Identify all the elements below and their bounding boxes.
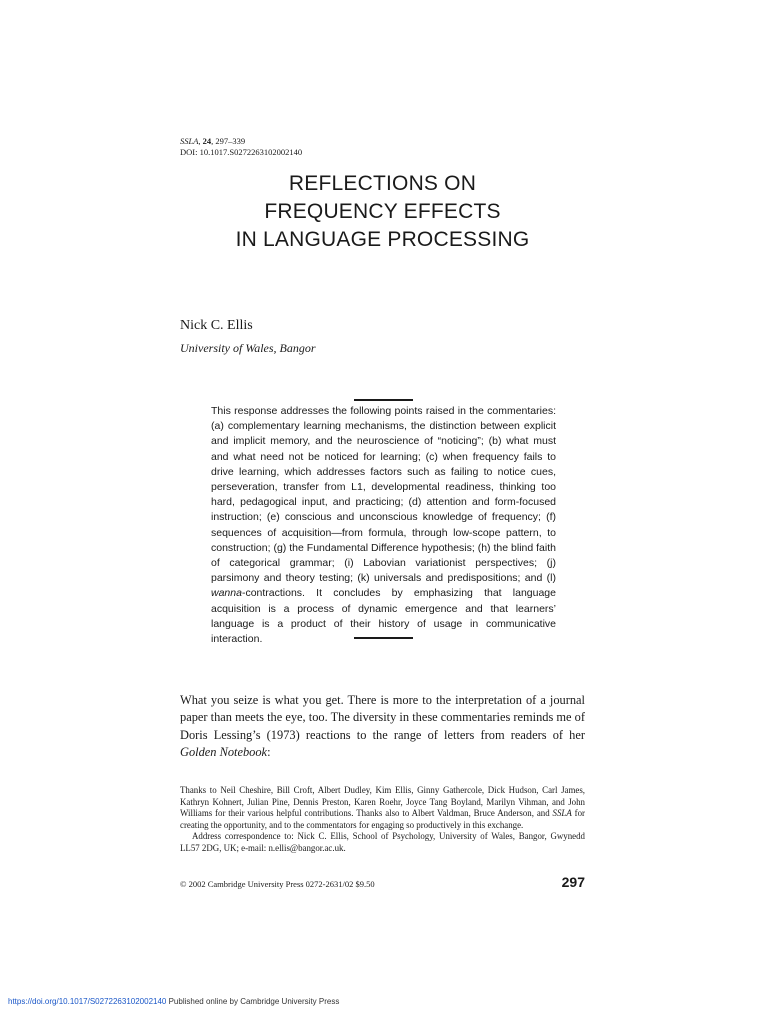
- page-number: 297: [561, 874, 585, 890]
- footer: [8, 997, 339, 1006]
- abstract: [211, 404, 556, 647]
- thanks-note: [180, 785, 585, 831]
- acknowledgement-notes: [180, 785, 585, 855]
- title-line: FREQUENCY EFFECTS: [264, 200, 501, 223]
- copyright-line: © 2002 Cambridge University Press 0272-2631/02 $9.50: [180, 879, 375, 889]
- doi-line: DOI: 10.1017.S0272263102002140: [180, 147, 303, 157]
- abstract-bottom-rule: [354, 637, 413, 639]
- thanks-journal: SSLA: [552, 808, 572, 819]
- doi-link[interactable]: https://doi.org/10.1017/S0272263102002140: [8, 997, 167, 1006]
- title-line: IN LANGUAGE PROCESSING: [235, 228, 530, 251]
- journal-volume: 24: [202, 136, 212, 146]
- thanks-text-end: for creating the opportunity, and to the commentators for engaging so productively in this exchange.: [180, 808, 585, 830]
- abstract-text: This response addresses the following points raised in the commentaries: (a) complementary learning mechanisms, the distinction between explicit and implicit memory, and the neuroscience of “noticing”; (b) what must and what need not be noticed for learning; (c) when frequency fails to drive learning, which addresses factors such as failing to notice cues, perseveration, transfer from L1, developmental readiness, thinking too hard, pedagogical input, and practicing; (d) attention and form-focused instruction; (e) conscious and unconscious knowledge of frequency; (f) sequences of acquisition—from formula, through low-scope pattern, to construction; (g) the Fundamental Difference hypothesis; (h) the blind faith of categorical grammar; (i) Labovian variationist perspectives; (j) parsimony and theory testing; (k) universals and predispositions; and (l): [211, 405, 556, 585]
- author-name: Nick C. Ellis: [180, 318, 253, 333]
- author-affiliation: University of Wales, Bangor: [180, 341, 316, 355]
- abstract-top-rule: [354, 399, 413, 401]
- body-text: What you seize is what you get. There is more to the interpretation of a journal paper than meets the eye, too. The diversity in these commentaries reminds me of Doris Lessing’s (1973) reactions to the range of letters from readers of her: [180, 693, 585, 742]
- title-line: REFLECTIONS ON: [288, 172, 477, 195]
- published-note: Published online by Cambridge University Press: [168, 997, 340, 1006]
- journal-pages: 297–339: [215, 136, 246, 146]
- body-paragraph: [180, 692, 585, 761]
- address-note: Address correspondence to: Nick C. Ellis, School of Psychology, University of Wales, Bangor, Gwynedd LL57 2DG, UK; e-mail: n.ellis@bangor.ac.uk.: [180, 831, 585, 853]
- article-title: [180, 170, 585, 254]
- journal-abbrev: SSLA: [180, 136, 199, 146]
- book-title: Golden Notebook: [180, 744, 268, 759]
- abstract-text-end: -contractions. It concludes by emphasizing that language acquisition is a process of dynamic emergence and that learners’ language is a product of their history of usage in communicative interaction.: [211, 587, 556, 646]
- thanks-text: Thanks to Neil Cheshire, Bill Croft, Albert Dudley, Kim Ellis, Ginny Gathercole, Dick Hudson, Carl James, Kathryn Kohnert, Julian Pine, Dennis Preston, Karen Roehr, Joyce Tang Boyland, Marilyn Vihman, and John Williams for their various helpful contributions. Thanks also to Albert Valdman, Bruce Anderson, and: [180, 785, 585, 819]
- body-end: :: [267, 744, 271, 759]
- abstract-emphasis: wanna: [211, 587, 242, 600]
- journal-reference: SSLA, 24, 297–339: [180, 136, 246, 146]
